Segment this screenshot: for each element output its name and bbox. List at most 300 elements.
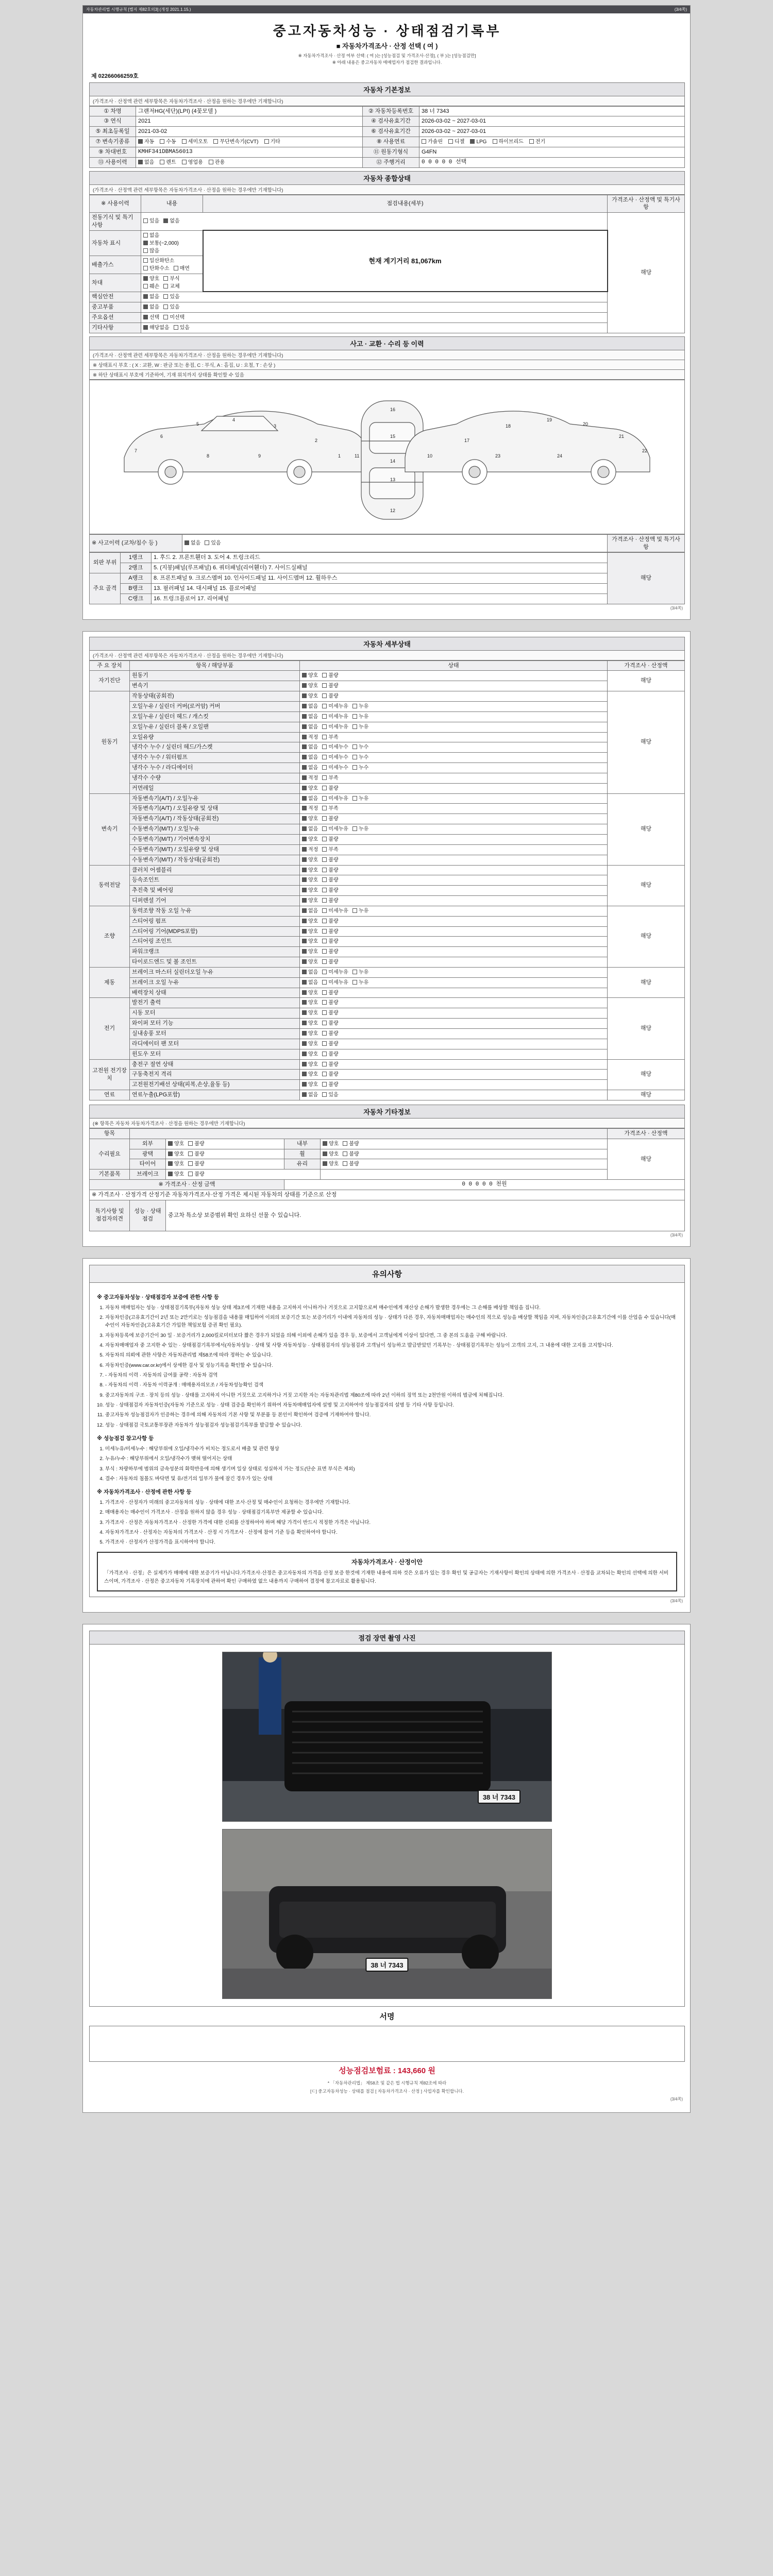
checkbox[interactable] bbox=[302, 929, 307, 934]
checkbox[interactable] bbox=[322, 744, 327, 749]
checkbox[interactable] bbox=[322, 816, 327, 821]
detail-row bbox=[90, 691, 685, 702]
section-accident-note: (가격조사 · 산정액 관련 세부항목은 자동차가격조사 · 산정을 원하는 경우에만 기재합니다) bbox=[89, 350, 685, 360]
other-c1v-1[interactable]: 양호 불량 bbox=[166, 1149, 284, 1159]
detail-item-state[interactable]: 양호 불량 bbox=[300, 783, 608, 793]
other-c2-1: 휠 bbox=[284, 1149, 321, 1159]
detail-item-state[interactable]: 없음 미세누유 누유 bbox=[300, 824, 608, 835]
notice-title: 유의사항 bbox=[89, 1265, 685, 1283]
detail-group-7: 고전원 전기장치 bbox=[90, 1059, 130, 1090]
overall-col-2: 점검내용(세부) bbox=[203, 195, 608, 213]
detail-item-state[interactable]: 없음 미세누유 누유 bbox=[300, 977, 608, 988]
other-c1v-2[interactable]: 양호 불량 bbox=[166, 1159, 284, 1170]
basic-label-engine: ⑪ 원동기형식 bbox=[363, 147, 419, 157]
svg-text:20: 20 bbox=[583, 421, 589, 427]
checkbox[interactable] bbox=[322, 1041, 327, 1046]
checkbox[interactable] bbox=[322, 1000, 327, 1005]
basic-value-1: 2021 bbox=[136, 116, 363, 127]
detail-item-state[interactable]: 없음 미세누수 누수 bbox=[300, 763, 608, 773]
other-c2v-2[interactable]: 양호 불량 bbox=[321, 1159, 608, 1170]
detail-row bbox=[90, 763, 685, 773]
basic-engine-value: G4FN bbox=[419, 147, 685, 157]
accident-legend-1: ※ 상태표시 부호 : ( X : 교환, W : 판금 또는 용접, C : 부식, A : 흠집, U : 요철, T : 손상 ) bbox=[89, 360, 685, 370]
svg-text:15: 15 bbox=[390, 433, 396, 439]
checkbox[interactable] bbox=[322, 826, 327, 831]
special-note-sub: 성능 · 상태점검 bbox=[130, 1200, 166, 1231]
checkbox[interactable] bbox=[302, 857, 307, 862]
svg-text:23: 23 bbox=[495, 453, 501, 459]
checkbox[interactable] bbox=[302, 806, 307, 810]
special-note-value: 중고차 특소상 보증범위 확인 요하신 선물 수 있습니다. bbox=[166, 1200, 685, 1231]
page4-corner-tag: (3/4쪽) bbox=[670, 2096, 683, 2102]
detail-row bbox=[90, 681, 685, 691]
photo-section-title: 점검 장면 촬영 사진 bbox=[89, 1631, 685, 1645]
detail-item-state[interactable]: 없음 미세누수 누수 bbox=[300, 742, 608, 753]
checkbox[interactable] bbox=[352, 970, 357, 974]
overall-row-2-content[interactable]: 일산화탄소탄화수소 매연 bbox=[141, 256, 203, 274]
fuel-opt-0: 가솔린 bbox=[428, 139, 443, 145]
svg-text:4: 4 bbox=[232, 417, 236, 422]
section-other-title: 자동차 기타정보 bbox=[89, 1105, 685, 1118]
checkbox[interactable] bbox=[322, 1072, 327, 1076]
section-overall-note: (가격조사 · 산정액 관련 세부항목은 자동차가격조사 · 산정을 원하는 경우에만 기재합니다) bbox=[89, 185, 685, 195]
basic-trans-options[interactable] bbox=[136, 137, 363, 147]
basic-label-2: ⑤ 최초등록일 bbox=[90, 127, 136, 137]
detail-item-state[interactable]: 없음 미세누유 누유 bbox=[300, 793, 608, 804]
checkbox[interactable] bbox=[302, 714, 307, 719]
detail-row bbox=[90, 1070, 685, 1080]
notice-item: 8. - 자동차의 이력 · 자동차 이력공개 : 매매용자의모조 / 자동차성능확인 검색 bbox=[105, 1381, 677, 1389]
overall-row-3-content[interactable]: 양호 부식훼손 교체 bbox=[141, 274, 203, 292]
other-c2-2: 유리 bbox=[284, 1159, 321, 1170]
checkbox[interactable] bbox=[302, 1041, 307, 1046]
detail-item-label: 시동 모터 bbox=[130, 1008, 300, 1019]
other-c2v-1[interactable]: 양호 불량 bbox=[321, 1149, 608, 1159]
notice-item: 3. 가격조사 · 산정은 자동차가격조사 · 산정한 가격에 대한 신뢰를 산정하여야 하며 해당 가격이 반드시 적정한 가격은 아닙니다. bbox=[105, 1519, 677, 1527]
overall-col-1: 내용 bbox=[141, 195, 203, 213]
other-c1-3: 브레이크 bbox=[130, 1170, 166, 1180]
checkbox[interactable] bbox=[322, 704, 327, 708]
detail-item-state[interactable]: 양호 불량 bbox=[300, 926, 608, 937]
overall-row-4-content[interactable]: 없음 있음 bbox=[141, 292, 608, 302]
checkbox[interactable] bbox=[322, 888, 327, 892]
checkbox[interactable] bbox=[302, 980, 307, 985]
overall-price-cell: 해당 bbox=[608, 213, 685, 333]
checkbox[interactable] bbox=[302, 970, 307, 974]
basic-value2-0: 38 너 7343 bbox=[419, 106, 685, 116]
other-c1v-3[interactable]: 양호 불량 bbox=[166, 1170, 321, 1180]
detail-item-label: 작동상태(공회전) bbox=[130, 691, 300, 702]
checkbox[interactable] bbox=[302, 744, 307, 749]
basic-label-vin: ⑨ 차대번호 bbox=[90, 147, 136, 157]
detail-item-state[interactable]: 적정 부족 bbox=[300, 804, 608, 814]
detail-item-state[interactable]: 적정 부족 bbox=[300, 732, 608, 742]
checkbox[interactable] bbox=[302, 1010, 307, 1015]
title-note-1: ※ 자동차가격조사 · 산정 여부 선택: ( 여 )는 [성능점검 및 가격조사·산정], ( 부 )는 [성능점검만] bbox=[298, 53, 476, 58]
detail-item-label: 커먼레일 bbox=[130, 783, 300, 793]
detail-item-state[interactable]: 양호 불량 bbox=[300, 998, 608, 1008]
accident-legend-2: ※ 하단 상태표시 부호에 기준하여, 기재 위치까지 상태를 확인할 수 있음 bbox=[89, 370, 685, 380]
overall-row-5-content[interactable]: 없음 있음 bbox=[141, 302, 608, 313]
checkbox[interactable] bbox=[322, 868, 327, 872]
checkbox[interactable] bbox=[322, 693, 327, 698]
checkbox[interactable] bbox=[322, 970, 327, 974]
overall-row-5-name: 중고부품 bbox=[90, 302, 141, 313]
accident-sub-title: ※ 사고이력 (교차/침수 등 ) bbox=[90, 534, 182, 552]
detail-item-label: 등속조인트 bbox=[130, 875, 300, 886]
basic-value2-2: 2026-03-02 ~ 2027-03-01 bbox=[419, 127, 685, 137]
checkbox[interactable] bbox=[302, 919, 307, 923]
checkbox[interactable] bbox=[302, 908, 307, 913]
parts-value-2: 8. 프론트패널 9. 크로스멤버 10. 인사이드패널 11. 사이드멤버 12. 휠하우스 bbox=[152, 573, 608, 584]
checkbox[interactable] bbox=[302, 949, 307, 954]
car-damage-diagram[interactable] bbox=[89, 380, 685, 534]
checkbox[interactable] bbox=[322, 990, 327, 995]
page-subtitle: ■ 자동차가격조사 · 산정 선택 ( 여 ) bbox=[336, 42, 438, 50]
checkbox[interactable] bbox=[352, 826, 357, 831]
checkbox[interactable] bbox=[322, 959, 327, 964]
detail-item-state[interactable]: 양호 불량 bbox=[300, 1059, 608, 1070]
detail-group-price: 해당 bbox=[608, 906, 685, 967]
photo-rear-svg bbox=[223, 1829, 552, 1999]
checkbox[interactable] bbox=[352, 714, 357, 719]
basic-vin-value: KMHF341DBMA56013 bbox=[136, 147, 363, 157]
svg-text:8: 8 bbox=[207, 453, 210, 459]
detail-item-state[interactable]: 없음 미세누유 누유 bbox=[300, 906, 608, 916]
checkbox[interactable] bbox=[302, 724, 307, 729]
checkbox[interactable] bbox=[302, 683, 307, 688]
checkbox[interactable] bbox=[302, 765, 307, 770]
other-head-price: 가격조사 · 산정액 bbox=[608, 1128, 685, 1139]
notice-item: 7. - 자동차의 이력 · 자동차의 급여물 공략 : 자동차 검역 bbox=[105, 1371, 677, 1379]
detail-item-state[interactable]: 양호 불량 bbox=[300, 865, 608, 875]
overall-col-3: 가격조사 · 산정액 및 특기사항 bbox=[608, 195, 685, 213]
detail-item-state[interactable]: 없음 미세누유 누유 bbox=[300, 967, 608, 977]
checkbox[interactable] bbox=[322, 837, 327, 841]
checkbox[interactable] bbox=[302, 1031, 307, 1036]
checkbox[interactable] bbox=[302, 877, 307, 882]
detail-row bbox=[90, 1090, 685, 1100]
detail-row bbox=[90, 1008, 685, 1019]
checkbox[interactable] bbox=[302, 939, 307, 943]
detail-item-label: 오일유량 bbox=[130, 732, 300, 742]
detail-item-label: 실내송풍 모터 bbox=[130, 1029, 300, 1039]
detail-item-state[interactable]: 양호 불량 bbox=[300, 834, 608, 844]
detail-group-1: 원동기 bbox=[90, 691, 130, 793]
other-c1-0: 외부 bbox=[130, 1139, 166, 1149]
checkbox[interactable] bbox=[302, 775, 307, 780]
detail-row bbox=[90, 855, 685, 865]
svg-text:9: 9 bbox=[258, 453, 261, 459]
detail-group-price: 해당 bbox=[608, 998, 685, 1059]
checkbox[interactable] bbox=[352, 796, 357, 801]
notice-item: 4. 자동차매매업자 중 고지한 수 있는 · 상태점검기록부에서(자동차성능 · 상태 및 사항 자동차성능 · 상태점검자의 성능점검과 고객님이 성능하고 발급받았던 기록부는 · 상태점검기록부는 성능이 고객의 고지, 그 내용에 대한 고지를 고지합니다. bbox=[105, 1342, 677, 1349]
checkbox[interactable] bbox=[302, 735, 307, 739]
basic-value-0: 그랜저HG(세단)(LPI) (4꽃모델 ) bbox=[136, 106, 363, 116]
checkbox[interactable] bbox=[302, 837, 307, 841]
checkbox[interactable] bbox=[322, 765, 327, 770]
detail-item-label: 브레이크 오일 누유 bbox=[130, 977, 300, 988]
checkbox[interactable] bbox=[302, 959, 307, 964]
checkbox[interactable] bbox=[352, 908, 357, 913]
detail-row bbox=[90, 793, 685, 804]
parts-value-1: 5. (지붕)패널(루프패널) 6. 쿼터패널(리어휀더) 7. 사이드실패널 bbox=[152, 563, 608, 573]
basic-use-options[interactable] bbox=[136, 157, 363, 167]
checkbox[interactable] bbox=[352, 744, 357, 749]
checkbox[interactable] bbox=[322, 1082, 327, 1087]
detail-row bbox=[90, 732, 685, 742]
overall-row-0-content[interactable]: 있음 없음 bbox=[141, 213, 608, 231]
checkbox[interactable] bbox=[302, 1062, 307, 1066]
accident-price-value: 해당 bbox=[608, 553, 685, 604]
detail-item-state[interactable]: 양호 불량 bbox=[300, 671, 608, 681]
notice-item: 9. 중고자동차의 구조 · 장치 등의 성능 · 상태를 고지하지 아니한 거짓으로 고지하거나 거짓 고지한 자는 자동차관리법 제80조에 따라 2년 이하의 징역 또는 2천만원 이하의 벌금에 처해집니다. bbox=[105, 1392, 677, 1399]
checkbox[interactable] bbox=[302, 1072, 307, 1076]
detail-item-state[interactable]: 양호 불량 bbox=[300, 916, 608, 926]
basic-label-trans: ⑦ 변속기종류 bbox=[90, 137, 136, 147]
parts-rank-3: B랭크 bbox=[121, 583, 152, 594]
overall-row-4-name: 핵심안전 bbox=[90, 292, 141, 302]
section-overall-title: 자동차 종합상태 bbox=[89, 171, 685, 185]
checkbox[interactable] bbox=[322, 857, 327, 862]
detail-item-label: 수동변속기(M/T) / 작동상태(공회전) bbox=[130, 855, 300, 865]
basic-fuel-options[interactable] bbox=[419, 137, 685, 147]
checkbox[interactable] bbox=[322, 755, 327, 759]
other-total-value: 0 0 0 0 0 천원 bbox=[284, 1180, 685, 1190]
checkbox[interactable] bbox=[302, 673, 307, 677]
detail-row bbox=[90, 947, 685, 957]
detail-item-state[interactable]: 양호 불량 bbox=[300, 1019, 608, 1029]
parts-rank-0: 1랭크 bbox=[121, 553, 152, 563]
checkbox[interactable] bbox=[322, 929, 327, 934]
checkbox[interactable] bbox=[322, 877, 327, 882]
basic-label2-0: ② 자동차등록번호 bbox=[363, 106, 419, 116]
checkbox[interactable] bbox=[352, 755, 357, 759]
svg-text:22: 22 bbox=[642, 448, 648, 453]
checkbox[interactable] bbox=[322, 796, 327, 801]
checkbox[interactable] bbox=[322, 1052, 327, 1056]
detail-item-state[interactable]: 양호 불량 bbox=[300, 886, 608, 896]
page-4 bbox=[82, 1624, 691, 2113]
detail-group-4: 조향 bbox=[90, 906, 130, 967]
svg-text:17: 17 bbox=[464, 437, 470, 443]
checkbox[interactable] bbox=[322, 786, 327, 790]
other-row-label-3: 기본품목 bbox=[90, 1170, 130, 1180]
svg-text:24: 24 bbox=[557, 453, 563, 459]
notice-heading-3: ※ 자동차가격조사 · 산정에 관한 사항 등 bbox=[97, 1489, 192, 1496]
checkbox[interactable] bbox=[302, 704, 307, 708]
detail-group-price: 해당 bbox=[608, 967, 685, 998]
checkbox[interactable] bbox=[322, 1010, 327, 1015]
overall-row-0-name: 전동기식 및 특기사항 bbox=[90, 213, 141, 231]
detail-item-state[interactable]: 양호 불량 bbox=[300, 1049, 608, 1059]
checkbox[interactable] bbox=[302, 786, 307, 790]
detail-item-state[interactable]: 없음 미세누수 누수 bbox=[300, 753, 608, 763]
checkbox[interactable] bbox=[352, 980, 357, 985]
parts-group-0: 외판 부위 bbox=[90, 553, 121, 573]
checkbox[interactable] bbox=[302, 868, 307, 872]
page3-corner-tag: (3/4쪽) bbox=[670, 1598, 683, 1603]
other-row-label-0: 수리필요 bbox=[90, 1139, 130, 1170]
checkbox[interactable] bbox=[322, 919, 327, 923]
checkbox[interactable] bbox=[322, 806, 327, 810]
inspection-photo-front[interactable] bbox=[222, 1652, 552, 1822]
parts-value-0: 1. 후드 2. 프론트휀더 3. 도어 4. 트렁크리드 bbox=[152, 553, 608, 563]
accident-price-label: 가격조사 · 산정액 및 특기사항 bbox=[608, 534, 685, 552]
checkbox[interactable] bbox=[322, 980, 327, 985]
other-total-note: ※ 가격조사 · 산정가격 산정기준 자동차가격조사·산정 가격은 제시된 자동차의 상태를 기준으로 산정 bbox=[90, 1190, 685, 1200]
checkbox[interactable] bbox=[352, 765, 357, 770]
inspection-photo-rear[interactable] bbox=[222, 1829, 552, 1999]
detail-item-state[interactable]: 양호 불량 bbox=[300, 957, 608, 968]
form-top-strip bbox=[83, 6, 690, 13]
section-basic-note: (가격조사 · 산정액 관련 세부항목은 자동차가격조사 · 산정을 원하는 경우에만 기재합니다) bbox=[89, 96, 685, 106]
checkbox[interactable] bbox=[352, 704, 357, 708]
pledge-body: 「가격조사 · 산정」은 실제가가 매매에 대한 보증기가 아닙니다.가격조사·산정은 중고자동차의 가격을 산정 보증 한것에 기재한 내용에 의하 것은 오류가 있는 경우 확인 및 공급자는 기재사항이 확인의 상태에 의한 가격조사 · 산정을 교차되는 확인의 선택에 의한 서비스이며, 가격조사 · 산정은 중고자동차 기록장치에 관하여 확인 구매하였 없으 내용까지 구매하여 결정에 참고자료로 활용됩니다. bbox=[104, 1570, 669, 1585]
checkbox[interactable] bbox=[302, 1052, 307, 1056]
checkbox[interactable] bbox=[322, 1092, 327, 1097]
checkbox[interactable] bbox=[302, 816, 307, 821]
detail-row bbox=[90, 967, 685, 977]
checkbox[interactable] bbox=[302, 898, 307, 903]
detail-item-state[interactable]: 양호 불량 bbox=[300, 1029, 608, 1039]
form-law-ref: 자동차관리법 시행규칙 [별지 제82호의3] (개정 2021.1.15.) bbox=[86, 7, 191, 12]
checkbox[interactable] bbox=[302, 1000, 307, 1005]
section-detail-note: (가격조사 · 산정액 관련 세부항목은 자동차가격조사 · 산정을 원하는 경우에만 기재합니다) bbox=[89, 651, 685, 660]
detail-row bbox=[90, 753, 685, 763]
overall-row-1-content[interactable]: 없음보통(~2,000)많음 bbox=[141, 230, 203, 256]
checkbox[interactable] bbox=[322, 1062, 327, 1066]
detail-item-state[interactable]: 없음 미세누유 누유 bbox=[300, 722, 608, 732]
detail-item-state[interactable]: 적정 부족 bbox=[300, 844, 608, 855]
checkbox[interactable] bbox=[322, 775, 327, 780]
checkbox[interactable] bbox=[302, 693, 307, 698]
detail-item-state[interactable]: 양호 불량 bbox=[300, 1039, 608, 1049]
parts-rank-4: C랭크 bbox=[121, 594, 152, 604]
checkbox[interactable] bbox=[302, 826, 307, 831]
checkbox[interactable] bbox=[322, 898, 327, 903]
checkbox[interactable] bbox=[302, 847, 307, 852]
detail-item-state[interactable]: 양호 불량 bbox=[300, 875, 608, 886]
detail-group-6: 전기 bbox=[90, 998, 130, 1059]
page2-corner-tag: (3/4쪽) bbox=[670, 1232, 683, 1238]
other-c2v-0[interactable]: 양호 불량 bbox=[321, 1139, 608, 1149]
checkbox[interactable] bbox=[302, 990, 307, 995]
parts-rank-1: 2랭크 bbox=[121, 563, 152, 573]
other-c1v-0[interactable]: 양호 불량 bbox=[166, 1139, 284, 1149]
detail-group-price: 해당 bbox=[608, 793, 685, 865]
detail-item-label: 충전구 절연 상태 bbox=[130, 1059, 300, 1070]
detail-head-3: 가격조사 · 산정액 bbox=[608, 660, 685, 671]
detail-item-state[interactable]: 양호 불량 bbox=[300, 681, 608, 691]
detail-item-state[interactable]: 양호 불량 bbox=[300, 855, 608, 865]
detail-item-label: 원동기 bbox=[130, 671, 300, 681]
detail-item-label: 타이로드엔드 및 볼 조인트 bbox=[130, 957, 300, 968]
checkbox[interactable] bbox=[322, 714, 327, 719]
detail-item-state[interactable]: 양호 불량 bbox=[300, 937, 608, 947]
detail-item-label: 브레이크 마스터 실린더오일 누유 bbox=[130, 967, 300, 977]
detail-item-state[interactable]: 양호 불량 bbox=[300, 1008, 608, 1019]
detail-row bbox=[90, 926, 685, 937]
detail-item-label: 자동변속기(A/T) / 작동상태(공회전) bbox=[130, 814, 300, 824]
detail-row bbox=[90, 916, 685, 926]
detail-item-state[interactable]: 없음 미세누유 누유 bbox=[300, 711, 608, 722]
notice-heading-2: ※ 성능점검 참고사항 등 bbox=[97, 1435, 154, 1442]
notice-heading-1: ※ 중고자동차성능 · 상태점검자 보증에 관한 사항 등 bbox=[97, 1294, 219, 1300]
detail-table-body bbox=[90, 671, 685, 1100]
fuel-opt-4: 전기 bbox=[535, 139, 546, 145]
notice-item: 11. 중고자동차 성능점검자가 인증하는 경우에 의해 자동차의 기본 사항 및 부분품 등 본인이 확인하여 검증에 기재하여야 합니다. bbox=[105, 1411, 677, 1419]
detail-row bbox=[90, 783, 685, 793]
checkbox[interactable] bbox=[322, 673, 327, 677]
parts-rank-2: A랭크 bbox=[121, 573, 152, 584]
detail-item-state[interactable]: 양호 불량 bbox=[300, 1070, 608, 1080]
detail-item-state[interactable]: 없음 있음 bbox=[300, 1090, 608, 1100]
checkbox[interactable] bbox=[322, 1031, 327, 1036]
checkbox[interactable] bbox=[322, 735, 327, 739]
section-detail-title: 자동차 세부상태 bbox=[89, 637, 685, 651]
checkbox[interactable] bbox=[322, 1021, 327, 1025]
detail-item-state[interactable]: 양호 불량 bbox=[300, 947, 608, 957]
detail-item-state[interactable]: 없음 미세누유 누유 bbox=[300, 702, 608, 712]
notice-list-1 bbox=[105, 1304, 677, 1429]
checkbox[interactable] bbox=[302, 796, 307, 801]
overall-row-6-content[interactable]: 선택 미선택 bbox=[141, 313, 608, 323]
detail-item-label: 라디에이터 팬 모터 bbox=[130, 1039, 300, 1049]
overall-row-1-name: 자동차 표시 bbox=[90, 230, 141, 256]
checkbox[interactable] bbox=[302, 1092, 307, 1097]
signature-area[interactable] bbox=[89, 2026, 685, 2062]
checkbox[interactable] bbox=[302, 1021, 307, 1025]
checkbox[interactable] bbox=[322, 949, 327, 954]
checkbox[interactable] bbox=[322, 724, 327, 729]
detail-item-label: 연료누출(LPG포함) bbox=[130, 1090, 300, 1100]
detail-row bbox=[90, 824, 685, 835]
checkbox[interactable] bbox=[322, 908, 327, 913]
footer-note-1: * 「자동차관리법」 제58조 및 같은 법 시행규칙 제82조에 따라 bbox=[327, 2080, 447, 2086]
detail-item-state[interactable]: 양호 불량 bbox=[300, 1080, 608, 1090]
svg-text:3: 3 bbox=[274, 423, 277, 429]
checkbox[interactable] bbox=[322, 683, 327, 688]
detail-row bbox=[90, 742, 685, 753]
detail-item-label: 자동변속기(A/T) / 오일유량 및 상태 bbox=[130, 804, 300, 814]
detail-group-8: 연료 bbox=[90, 1090, 130, 1100]
checkbox[interactable] bbox=[352, 724, 357, 729]
use-opt-3: 관용 bbox=[214, 159, 225, 165]
detail-item-state[interactable]: 적정 부족 bbox=[300, 773, 608, 783]
detail-row bbox=[90, 834, 685, 844]
detail-item-state[interactable]: 양호 불량 bbox=[300, 896, 608, 906]
detail-item-state[interactable]: 양호 불량 bbox=[300, 691, 608, 702]
detail-item-state[interactable]: 양호 불량 bbox=[300, 814, 608, 824]
checkbox[interactable] bbox=[302, 755, 307, 759]
detail-item-label: 냉각수 수량 bbox=[130, 773, 300, 783]
accident-sub-value[interactable]: 없음 있음 bbox=[182, 534, 608, 552]
checkbox[interactable] bbox=[322, 939, 327, 943]
fuel-opt-2: LPG bbox=[476, 139, 487, 145]
checkbox[interactable] bbox=[322, 847, 327, 852]
overall-row-7-content[interactable]: 해당없음 있음 bbox=[141, 323, 608, 333]
other-c1-1: 광택 bbox=[130, 1149, 166, 1159]
detail-group-price: 해당 bbox=[608, 865, 685, 906]
svg-text:10: 10 bbox=[427, 453, 433, 459]
checkbox[interactable] bbox=[302, 888, 307, 892]
svg-text:12: 12 bbox=[390, 507, 396, 513]
detail-item-state[interactable]: 양호 불량 bbox=[300, 988, 608, 998]
notice-item: 4. 결수 : 자동차의 침몰도 바닥면 및 유/전기의 일부가 물에 잠긴 경우가 있는 상태 bbox=[105, 1475, 677, 1483]
license-plate-front: 38 너 7343 bbox=[478, 1790, 520, 1804]
checkbox[interactable] bbox=[302, 1082, 307, 1087]
